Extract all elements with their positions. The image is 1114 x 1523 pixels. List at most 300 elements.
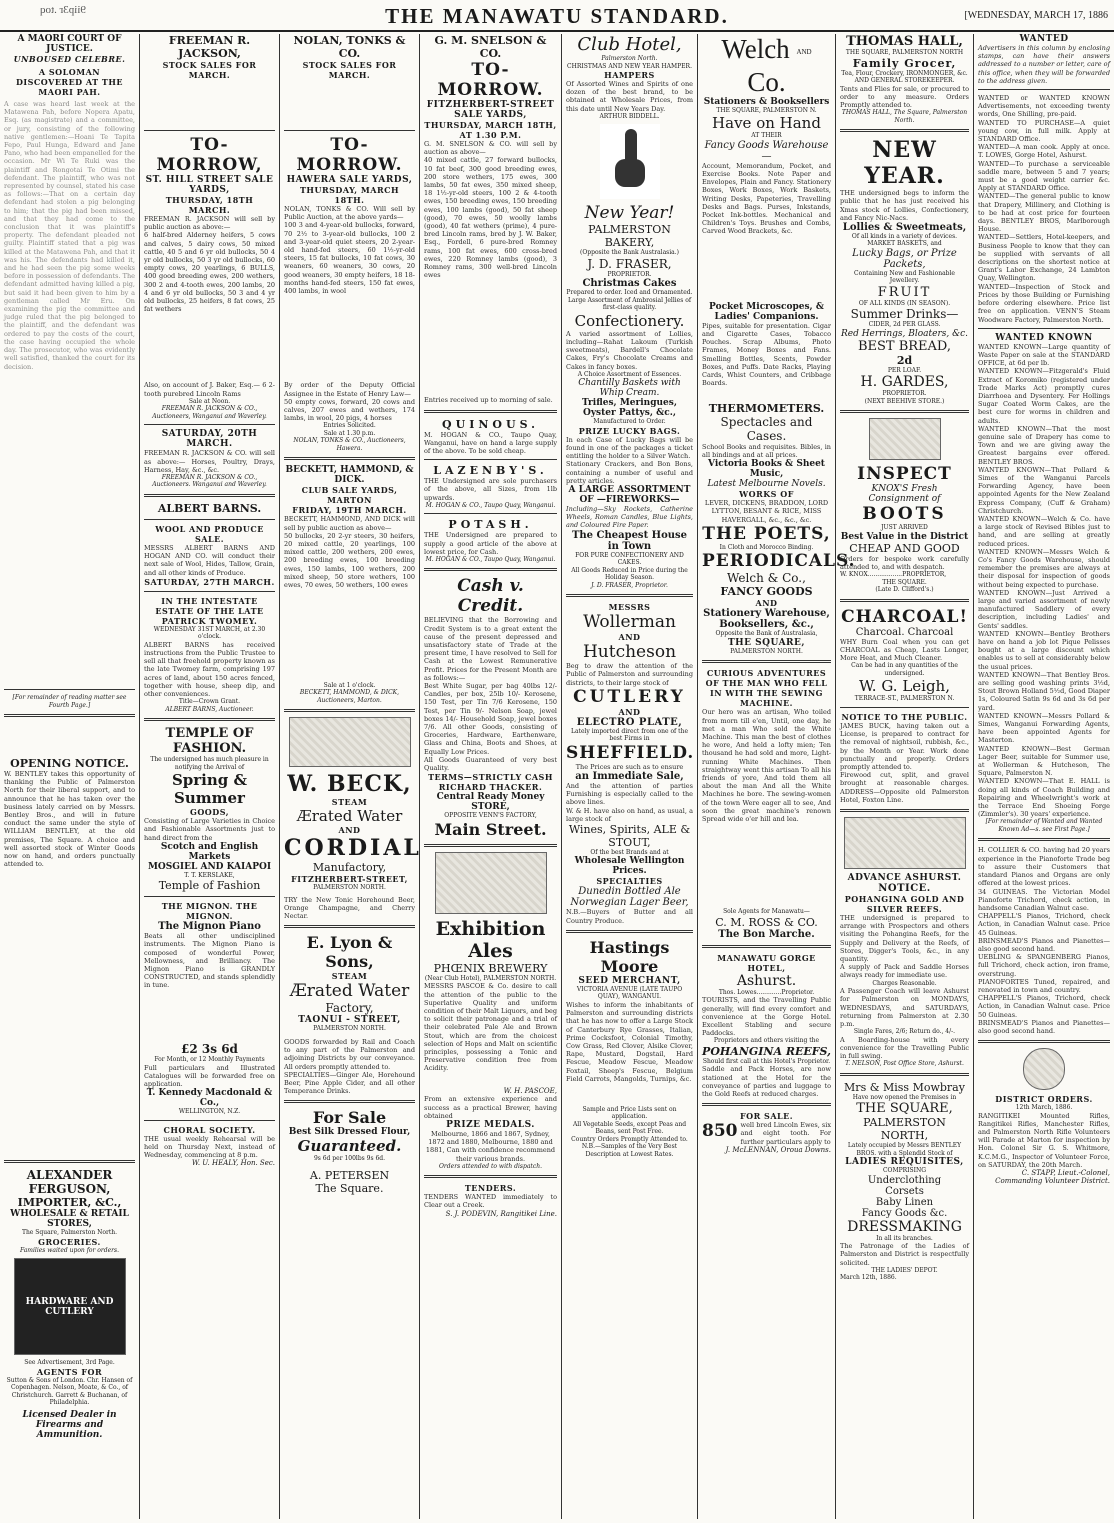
reefs-horses: A supply of Pack and Saddle Horses always ready for immediate use.: [840, 963, 969, 980]
trifles-note: Manufactured to Order.: [593, 418, 666, 426]
beckett-friday: FRIDAY, 19TH MARCH.: [292, 505, 407, 516]
anvil-text: HARDWARE AND CUTLERY: [25, 1297, 114, 1317]
boot-illustration: [869, 418, 941, 460]
club-hamper: CHRISTMAS AND NEW YEAR HAMPER.: [567, 62, 692, 70]
hall-address: THE SQUARE, PALMERSTON NORTH: [845, 49, 964, 56]
market-baskets: MARKET BASKETS, and: [867, 240, 942, 248]
seed-body: Wishes to inform the inhabitants of Palmerston and surrounding districts that he has now to offer a Large Stock of Canterbury Rye Grasses, Italian, Prime Cocksfoot, Colonial Timothy, Cow Grass, Red Clover, Alsike Clover, Rape, Mustard, Dogstail, Hard Fescue, Meadow Fescue, Meadow Foxtail, Sheep's Fescue, Belgium Field Carrots, Mangolds, Turnips, &c.: [566, 1000, 693, 1083]
leigh-address: TERRACE-ST., PALMERSTON N.: [854, 695, 955, 703]
wanted-6: WANTED—Settlers, Hotel-keepers, and Business People to know that they can be supplied with servants of all descriptions on the shortest notice at Grant's Labor Exchange, 24 Lambton Quay, Wellington.: [978, 233, 1110, 283]
ferguson-see-advert: See Advertisement, 3rd Page.: [24, 1359, 115, 1366]
boots-arrived: JUST ARRIVED: [881, 524, 928, 532]
wanted-known-11: WANTED KNOWN—Best German Lager Beer, suitable for Summer use, at Wollerman & Hutcheson, The Square, Palmerston N.: [978, 744, 1110, 778]
electro-note: Lately imported direct from one of the best Firms in: [570, 727, 689, 743]
seed-samples: N.B.—Samples of the Very Best Description at Lowest Rates.: [581, 1143, 678, 1158]
column-2: [140, 34, 280, 1519]
welch-pipes: Pipes, suitable for presentation. Cigar and Cigarette Cases, Tobacco Pouches. Scrap Albums, Photo Frames, Money Boxes and Fans. Smelling Bottles, Scents, Powder Boxes, and Puffs. Date Racks, Playing Cards, Whist Counters, and Cribbage Boards.: [702, 321, 831, 388]
beckett-heading: BECKETT, HAMMOND, & DICK.: [285, 465, 414, 486]
crest-illustration: [1023, 1048, 1065, 1090]
seed-post-free: All Vegetable Seeds, except Peas and Beans, sent Post Free.: [572, 1120, 687, 1136]
nolan-intro: NOLAN, TONKS & CO. Will sell by Public Auction, at the above yards—: [284, 205, 415, 222]
gorge-body: TOURISTS, and the Travelling Public generally, will find every comfort and convenience at the Gorge Hotel. Excellent Stabling and secure Paddocks.: [702, 996, 831, 1038]
opening-notice-body: W. BENTLEY takes this opportunity of thanking the Public of Palmerston North for their liberal support, and to announce that he has taken over the business lately carried on by Messrs. Bentley Bros., and will in future conduct the same under the style of WILLIAM BENTLEY, at the old premises, The Square. A choice and well assorted stock of Winter Goods now on hand, and orders punctually attended to.: [4, 770, 135, 869]
wines-spirits: Wines, Spirits, ALE & STOUT,: [568, 822, 691, 849]
hall-tents: Tents and Flies for sale, or procured to order to any measure. Orders Promptly attended to.: [840, 84, 969, 109]
jackson-saturday-body: FREEMAN R. JACKSON & CO. will sell as above:— Horses, Poultry, Drays, Harness, Hay, &c., &c.: [144, 449, 275, 474]
nolan-heading: NOLAN, TONKS & CO.: [293, 34, 406, 60]
albert-barns-heading: ALBERT BARNS.: [157, 501, 262, 515]
cash-credit-body: BELIEVING that the Borrowing and Credit System is to a great extent the cause of the present depressed and unsatisfactory state of Trade at the present time, I have resolved to Sell for Cash at the Lowest Remunerative Profit. Prices for the Present Month are as follows:—: [424, 616, 557, 682]
beck-name: W. BECK,: [287, 771, 412, 798]
gorge-ashurst: Ashurst.: [736, 972, 797, 989]
prize-orders: Orders attended to with dispatch.: [439, 1162, 542, 1170]
welch-warehouse: Stationery Warehouse,: [703, 608, 830, 620]
beckett-list: 50 bullocks, 20 2-yr steers, 30 heifers, 20 mixed cattle, 20 yearlings, 100 mixed cattle, 200 wethers, 200 ewes, 200 breeding ewes, 100 breeding ewes, 150 lambs, 100 wethers, 200 mixed sheep, 50 store wethers, 100 ewes, 70 ewes, 50 wethers, 100 ewes: [284, 531, 415, 590]
essences: A Choice Assortment of Essences.: [577, 370, 682, 378]
alex-families: Families waited upon for orders.: [19, 1246, 120, 1254]
coach-illustration: [844, 817, 966, 869]
collier-brinsmead-2: BRINSMEAD'S Pianos and Pianettes—also good second hand.: [978, 1018, 1110, 1035]
welch-periodicals: PERIODICALS.: [702, 551, 856, 572]
boots-value: Best Value in the District: [840, 531, 969, 542]
lollies-note: Of all kinds in a variety of devices.: [851, 232, 958, 240]
messrs-label: MESSRS: [608, 602, 651, 613]
mowbray-opened: Have now opened the Premises in: [852, 1093, 957, 1101]
summer-drinks: Summer Drinks—: [850, 307, 959, 322]
welch-pocket: Pocket Microscopes, & Ladies' Companions.: [709, 301, 824, 322]
club-hampers-body: Of Assorted Wines and Spirits of one dozen of the best brand, to be obtained at Wholesale Prices, from this date until New Years Day.: [566, 80, 693, 113]
new-year-body: THE undersigned begs to inform the public that he has just received his Xmas stock of Lollies, Confectionery, and Fancy Nic-Nacs.: [840, 189, 969, 222]
reefs-body: THE undersigned is prepared to arrange with Prospectors and others visiting the Pohangina Reefs, for the Supply and Delivery at the Reefs, of Stores, Digger's Tools, &c., in any quantity.: [840, 913, 969, 963]
seed-merchant: SEED MERCHANT,: [578, 975, 681, 986]
cash-credit-prices: Best White Sugar, per bag 40lbs 12/- Candles, per box, 25lb 10/- Kerosene, 150 Test, per Tin 7/6 Kerosene, 150 Test, per Tin 9/- Nelson Soap, jewel boxes 14/- Household Soap, jewel boxes 7/6. All other Goods, consisting of Groceries, Hardware, Earthenware, Glass and China, Boots and Shoes, at Equally Low Prices.: [424, 682, 557, 756]
beckett-subheading: CLUB SALE YARDS, MARTON: [301, 485, 398, 506]
reefs-heading: POHANGINA GOLD AND SILVER REEFS.: [844, 893, 965, 914]
anvil-illustration: [14, 1258, 126, 1355]
gorge-hotel: MANAWATU GORGE HOTEL,: [717, 952, 816, 973]
column-5: [562, 34, 698, 1519]
wanted-intro: Advertisers in this column by enclosing stamps, can have their answers addressed to a number or letter, care of this office, when they will be forwarded to the address given.: [978, 44, 1110, 85]
prize-list: Melbourne, 1866 and 1867, Sydney, 1872 and 1880, Melbourne, 1880 and 1881, Can with confidence recommend their various brands.: [425, 1129, 556, 1163]
lyon-taonui: TAONUI - STREET,: [298, 1015, 401, 1026]
fruit-note: OF ALL KINDS (IN SEASON).: [858, 299, 951, 307]
cash-credit-guarantee: All Goods Guaranteed of very best Quality.: [424, 755, 557, 773]
mignon-heading: THE MIGNON. THE MIGNON.: [161, 901, 258, 922]
welch-the-square: THE SQUARE,: [727, 637, 806, 648]
beck-aerated: Ærated Water: [296, 807, 403, 826]
furnishing: And the attention of parties Furnishing is especially called to the above lines.: [566, 781, 693, 807]
kennedy-macdonald: T. Kennedy Macdonald & Co.,: [146, 1088, 273, 1109]
sheffield: SHEFFIELD.: [566, 742, 695, 763]
hall-family-grocer: Family Grocer,: [852, 56, 957, 70]
christmas-cakes-note: Prepared to order. Iced and Ornamented.: [566, 289, 693, 297]
buck-body: JAMES BUCK, having taken out a License, is prepared to contract for the removal of nightsoil, rubbish, &c., by the Month or Year. Work done punctually and properly. Orders promptly attended to.: [840, 721, 969, 771]
wollerman-name: Wollerman: [583, 612, 676, 633]
temple-scotch: Scotch and English Markets: [160, 841, 259, 862]
temple-kerslake: T. T. KERSLAKE,: [184, 871, 235, 879]
reefs-charges: Charges Reasonable.: [872, 979, 937, 987]
mignon-body: Beats all other undisciplined instruments. The Mignon Piano is composed of wonderful Power, Mellowness, and Brilliancy. The Mignon Piano is GRANDLY CONSTRUCTED, and stands splendidly in tune.: [144, 932, 275, 990]
wanted-known-1: WANTED KNOWN—Large quantity of Waste Paper on sale at the STANDARD OFFICE, at 6d per lb.: [978, 342, 1110, 368]
jackson-tomorrow: TO-MORROW,: [156, 135, 263, 175]
gardes-proprietor: PROPRIETOR.: [882, 390, 927, 398]
ross-name: C. M. ROSS & CO.: [715, 915, 818, 929]
welch-co: Co.: [747, 66, 786, 97]
fraser-proprietor: PROPRIETOR.: [607, 270, 652, 278]
district-body: RANGITIKEI Mounted Rifles, Rangitikei Rifles, Manchester Rifles, and Palmerston North Rifle Volunteers will Parade at Marton for inspection by Hon. Colonel Sir G. S. Whitmore, K.C.M.G., Inspector of Volunteer Force, on SATURDAY, the 20th March.: [978, 1111, 1110, 1169]
hall-signature: THOMAS HALL, The Square, Palmerston North.: [841, 109, 968, 124]
nelson-signature: T. NELSON, Post Office Store, Ashurst.: [845, 1060, 964, 1068]
potash-signature: M. HOGAN & CO., Taupo Quay, Wanganui.: [425, 555, 556, 563]
cheapest-house-note: FOR PURE CONFECTIONERY AND CAKES.: [575, 551, 684, 567]
jackson-yards: ST. HILL STREET SALE YARDS,: [145, 175, 274, 195]
bon-marche: The Bon Marche.: [718, 928, 815, 940]
reading-matter-notice: [For remainder of reading matter see Fourth Page.]: [12, 694, 127, 709]
gorge-proprietor: Thos. Lowes.............Proprietor.: [718, 988, 815, 996]
issue-date: [WEDNESDAY, MARCH 17, 1886: [964, 10, 1108, 21]
wool-sale-heading: WOOL AND PRODUCE SALE.: [155, 523, 264, 544]
welch-spectacles: Spectacles and Cases.: [720, 414, 813, 443]
bakery-heading: PALMERSTON BAKERY,: [588, 223, 671, 250]
beck-and: AND: [338, 825, 361, 836]
welch-fancy-goods: FANCY GOODS: [720, 585, 813, 599]
kennedy-city: WELLINGTON, N.Z.: [178, 1108, 241, 1116]
phoenix-brewery: PHŒNIX BREWERY: [433, 961, 548, 975]
fraser-signature: J. D. FRASER, Proprietor.: [591, 581, 668, 589]
jackson-also: Also, on account of J. Baker, Esq.— 6 2-tooth purebred Lincoln Rams: [144, 381, 275, 398]
red-herrings: Red Herrings, Bloaters, &c.: [840, 328, 969, 339]
snelson-entries: Entries received up to morning of sale.: [424, 396, 553, 405]
eagle-illustration: [435, 852, 547, 914]
welch-have-on-hand: Have on Hand: [712, 114, 821, 133]
temple-subheading: The undersigned has much pleasure in notifying the Arrival of: [150, 756, 269, 771]
lucky-jewellery: Containing New and Fashionable Jewellery.: [854, 269, 955, 285]
quinous-heading: QUINOUS.: [442, 417, 539, 431]
for-sale-body: [702, 1121, 831, 1146]
temple-spring: Spring & Summer: [171, 771, 248, 808]
wh-stock: W. & H. have also on hand, as usual, a large stock of: [566, 806, 693, 823]
wanted-known-9: WANTED KNOWN—That Bentley Bros. are selling good washing prints 3½d, Stout Brown Holland 5½d, Good Diaper 1s, Coloured Satin 9s 6d and 3s 6d per yard.: [978, 670, 1110, 712]
wanted-known-12: WANTED KNOWN—That E. HALL is doing all kinds of Coach Building and Repairing and Wheelwright's work at the Terrace End Shoeing Forge (Zimmler's). 30 years' experience.: [978, 777, 1110, 819]
club-location: Palmerston North.: [601, 55, 658, 62]
column-7: [836, 34, 974, 1519]
lyon-steam: STEAM: [331, 971, 368, 982]
mignon-price: £2 3s 6d: [181, 1042, 238, 1057]
collier-34-guineas: 34 GUINEAS. The Victorian Model Pianoforte Trichord, check action, in handsome Canadian Walnut case.: [978, 887, 1110, 912]
crackers: Stationary Crackers, and Bon Bons, containing a number of useful and pretty articles.: [566, 460, 693, 485]
reefs-boarding: A Boarding-house with every convenience for the Travelling Public in full swing.: [840, 1035, 969, 1061]
choral-heading: CHORAL SOCIETY.: [163, 1124, 256, 1135]
inspect-heading: INSPECT: [857, 464, 952, 485]
mowbray-square: THE SQUARE,: [856, 1101, 953, 1117]
fraser-name: J. D. FRASER,: [587, 256, 672, 271]
nolan-yards: HAWERA SALE YARDS,: [286, 175, 413, 185]
central-store: Central Ready Money STORE,: [436, 792, 545, 813]
alex-importer: IMPORTER, &C.,: [17, 1196, 122, 1209]
prize-medals: PRIZE MEDALS.: [446, 1119, 535, 1130]
seed-address: VICTORIA AVENUE (LATE TAUPO QUAY), WANGANUI.: [576, 985, 683, 1001]
lyon-specialties: SPECIALTIES—Ginger Ale, Horehound Beer, Pine Apple Cider, and all other Temperance Drinks.: [284, 1070, 415, 1096]
gorge-horses: Saddle and Pack Horses, are now stationed at the Hotel for the conveyance of parties and luggage to the Gold Reefs at reduced charges.: [702, 1065, 831, 1098]
lyon-name: E. Lyon & Sons,: [306, 933, 393, 972]
mowbray-baby-linen: Baby Linen: [875, 1196, 934, 1208]
nolan-stock-list: 100 3 and 4-year-old bullocks, forward, 70 2½ to 3-year-old bullocks, 100 2 and 3-year-old quiet steers, 20 2-year-old hand-fed steers, 60 1½-yr-old steers, 15 fat bullocks, 10 fat cows, 30 weaners, 60 weaners, 30 cows, 20 good weaners, 30 empty heifers, 18 18-months hand-fed steers, 150 fat ewes, 400 lambs, in wool: [284, 221, 415, 296]
gardes-store: (NEXT BEEHIVE STORE.): [864, 397, 945, 405]
wanted-known-heading: WANTED KNOWN: [995, 332, 1093, 343]
welch-stationers: Stationers & Booksellers: [703, 96, 830, 107]
welch-poets-binding: In Cloth and Morocco Binding.: [719, 543, 814, 551]
wh-nb: N.B.—Buyers of Butter and all Country Produce.: [566, 908, 693, 925]
welch-victoria: Victoria Books & Sheet Music,: [708, 459, 825, 480]
for-sale-text: well bred Lincoln Ewes, six and eight tooth. For further particulars apply to: [740, 1121, 831, 1146]
exhibition-ales: Exhibition Ales: [435, 917, 546, 962]
welch-works-of: WORKS OF: [739, 489, 794, 500]
ferguson-agents-heading: AGENTS FOR: [36, 1366, 103, 1377]
club-biddell: ARTHUR BIDDELL.: [599, 112, 660, 120]
welch-poets: THE POETS,: [702, 523, 831, 544]
bread-price: 2d: [896, 353, 913, 367]
column-8: [974, 34, 1114, 1519]
temple-heading: TEMPLE OF FASHION.: [165, 726, 254, 757]
wanted-remainder-note: [For remainder of Wanted and Wanted Known Ad—s. see First Page.]: [985, 818, 1103, 833]
column-6: [698, 34, 856, 1519]
new-year-heading: New Year!: [584, 203, 675, 224]
wool-sale-day: SATURDAY, 27TH MARCH.: [144, 576, 275, 587]
hall-goods: Tea, Flour, Crockery, IRONMONGER, &c. AND GENERAL STOREKEEPER.: [841, 69, 968, 84]
maori-court-heading: A MAORI COURT OF JUSTICE.: [17, 34, 122, 54]
welch-co-2: Welch & Co.,: [727, 571, 806, 586]
confectionery-body: A varied assortment of Lollies, including—Rahat Lakoum (Turkish sweetmeats), Bardell's Chocolate Cakes, Fry's Chocolate Creams and Cakes in fancy boxes.: [566, 329, 693, 371]
confectionery-heading: Confectionery.: [574, 311, 685, 330]
temple-goods: GOODS,: [190, 807, 229, 818]
mignon-piano: The Mignon Piano: [158, 921, 261, 933]
boots-cheap: CHEAP AND GOOD: [849, 541, 960, 555]
opening-notice-heading: OPENING NOTICE.: [10, 757, 129, 770]
nolan-sale-time: Sale at 1.30 p.m.: [323, 429, 376, 437]
mowbray-corsets: Corsets: [885, 1185, 924, 1197]
for-sale-signature: J. McLENNAN, Oroua Downs.: [725, 1145, 831, 1154]
wanted-heading: WANTED: [1019, 34, 1069, 44]
collier-intro: H. COLLIER & CO. having had 20 years experience in the Pianoforte Trade beg to assure their Customers that standard Pianos and Organs are only offered at the lowest prices.: [978, 846, 1110, 888]
specialties-heading: SPECIALTIES: [596, 876, 663, 887]
soloman-heading: A SOLOMAN DISCOVERED AT THE MAORI PAH.: [15, 67, 124, 97]
welch-opposite: Opposite the Bank of Australasia,: [715, 630, 818, 638]
bread-per-loaf: PER LOAF.: [887, 366, 922, 374]
wanted-5: WANTED—The general public to know that Drapery, Millinery, and Clothing is to be had at cost price for fourteen days. BENTLEY BROS, Marlborough House.: [978, 192, 1110, 234]
charcoal-sub: Charcoal. Charcoal: [855, 626, 954, 638]
fruit-heading: FRUIT: [877, 284, 932, 300]
wanted-known-7: WANTED KNOWN—Just Arrived a large and varied assortment of newly manufactured Saddlery of every description, including Ladies' and Gents' saddles.: [978, 588, 1110, 630]
estate-day: WEDNESDAY 31ST MARCH, at 2.30 o'clock.: [153, 625, 266, 641]
mowbray-ladies: LADIES REQUISITES,: [845, 1157, 964, 1168]
knox-consignment: KNOX'S Fresh Consignment of: [868, 484, 941, 505]
cheapest-house: The Cheapest House in Town: [571, 529, 688, 552]
masthead-mirrored-text: 9iip3r .toq: [40, 4, 86, 16]
wanted-known-4: WANTED KNOWN—That Pollard & Simes of the Wanganui Parcels Forwarding Agency, have been appointed Agents for the New Zealand Express Company, (Cuff & Graham) Christchurch.: [978, 465, 1110, 515]
wanted-1: WANTED or WANTED KNOWN Advertisements, not exceeding twenty words, One Shilling, pre-paid.: [978, 94, 1110, 119]
jackson-signature: FREEMAN R. JACKSON & CO., Auctioneers, Wanganui and Waverley.: [152, 405, 267, 420]
boots-heading: BOOTS: [862, 504, 947, 525]
wanted-known-10: WANTED KNOWN—Messrs Pollard & Simes, Wanganui Forwarding Agents, have been appointed Agents for Masterton.: [978, 711, 1110, 745]
beck-manufactory: Manufactory,: [312, 861, 387, 875]
maori-court-subheading: UNBOUSED CELEBRE.: [13, 54, 126, 64]
alex-stores: WHOLESALE & RETAIL STORES,: [10, 1209, 129, 1229]
gorge-visitors: Proprietors and others visiting the: [713, 1037, 820, 1045]
summer-cider: CIDER, 2d PER GLASS.: [868, 321, 941, 329]
hutcheson-name: Hutcheson: [582, 642, 677, 663]
masthead: [0, 0, 1114, 32]
pascoe-body: MESSRS PASCOE & Co. desire to call the attention of the public to the Superlative Quality and uniform condition of their Malt Liquors, and beg to solicit their patronage and a trial of their celebrated Pale Ale and Brown Stout, which are from the choicest selection of Hops and Malt on scientific principles, possessing a Tonic and Preservative condition free from Acidity.: [424, 982, 557, 1073]
nolan-deputy: By order of the Deputy Official Assignee in the Estate of Henry Law—: [284, 381, 415, 398]
seed-country-orders: Country Orders Promptly Attended to.: [571, 1135, 688, 1143]
lyon-aerated: Ærated Water: [289, 981, 410, 1002]
thacker-name: RICHARD THACKER.: [438, 782, 543, 793]
district-date: 12th March, 1886.: [1015, 1104, 1073, 1112]
club-hampers-heading: HAMPERS: [604, 70, 655, 80]
temple-body: Consisting of Large Varieties in Choice and Fashionable Assortments just to hand direct from the: [144, 817, 275, 842]
welch-square: THE SQUARE, PALMERSTON N.: [716, 106, 817, 114]
nolan-subheading: STOCK SALES FOR MARCH.: [302, 60, 397, 80]
estate-heading: IN THE INTESTATE ESTATE OF THE LATE PATRICK TWOMEY.: [155, 595, 264, 626]
beck-cordial: CORDIAL: [284, 835, 422, 862]
alex-ferguson-name: ALEXANDER FERGUSON,: [26, 1168, 113, 1196]
mowbray-lately: Lately occupied by Messrs BENTLEY BROS. with a Splendid Stock of: [847, 1142, 962, 1157]
lazenby-signature: M. HOGAN & CO., Taupo Quay, Wanganui.: [425, 501, 556, 509]
gorge-call: Should first call at this Hotel's Proprietor.: [702, 1057, 831, 1065]
for-sale-heading: FOR SALE.: [739, 1111, 794, 1122]
ferguson-agents-list: Sutton & Sons of London. Chr. Hansen of Copenhagen. Nelson, Moate, & Co., of Christchurch. Garrett & Buchanan, of Philadelphia.: [6, 1376, 133, 1406]
reefs-fares: Single Fares, 2/6; Return do., 4/-.: [853, 1028, 956, 1036]
petersen-address: The Square.: [315, 1181, 384, 1195]
jackson-day: THURSDAY, 18TH MARCH.: [165, 195, 254, 215]
choral-signature: W. U. HEALY, Hon. Sec.: [191, 1159, 275, 1168]
wanted-3: WANTED—A man cook. Apply at once. T. LOWES, Gorge Hotel, Ashurst.: [978, 143, 1110, 160]
cash-credit-heading: Cash v. Credit.: [457, 576, 524, 617]
mowbray-fancy-goods: Fancy Goods &c.: [861, 1207, 948, 1219]
norwegian-beer: Norwegian Lager Beer,: [570, 897, 689, 909]
lucky-bags-body: In each Case of Lucky Bags will be found in one of the packages a ticket entitling the holder to a Silver Watch.: [566, 435, 693, 461]
welch-palmerston: PALMERSTON NORTH.: [730, 647, 803, 655]
wh-body: Beg to draw the attention of the Public of Palmerston and surrounding districts, to their large stock of: [566, 662, 693, 687]
mowbray-name: Mrs & Miss Mowbray: [844, 1080, 965, 1094]
wanted-known-5: WANTED KNOWN—Welch & Co. have a large stock of Revised Bibles just to hand, and are selling at greatly reduced prices.: [978, 514, 1110, 548]
nolan-signature: NOLAN, TONKS & CO., Auctioneers, Hawera.: [293, 437, 406, 452]
gardes-name: H. GARDES,: [860, 374, 949, 391]
estate-signature: ALBERT BARNS, Auctioneer.: [165, 705, 254, 713]
mowbray-palmerston: PALMERSTON NORTH,: [863, 1116, 946, 1143]
snelson-day: THURSDAY, MARCH 18TH, AT 1.30 P.M.: [424, 120, 557, 140]
charcoal-body: WHY Burn Coal when you can get CHARCOAL as Cheap, Lasts Longer, More Heat, and Much Cleaner.: [840, 637, 969, 663]
cutlery-heading: CUTLERY: [573, 686, 686, 707]
buck-firewood: Firewood cut, split, and gravel brought at reasonable charges. ADDRESS—Opposite old Palmerston Hotel, Foxton Line.: [840, 771, 969, 804]
petersen-guaranteed: Guaranteed.: [297, 1137, 402, 1156]
nolan-entries: Entries Solicited.: [323, 422, 376, 430]
wanted-known-2: WANTED KNOWN—Fitzgerald's Fluid Extract of Koromiko (registered under Trade Marks Act) promptly cures Diarrhoea and Dysentery. Fer Hollings Sugar Coated Worm Cakes, are the best cure for worms in children and adults.: [978, 367, 1110, 425]
boots-orders: Orders for bespoke work carefully attended to, and with despatch.: [840, 554, 969, 572]
lyon-palmerston: PALMERSTON NORTH.: [313, 1025, 386, 1033]
ferguson-firearms: Licensed Dealer in Firearms and Ammunition.: [22, 1409, 117, 1440]
new-year-title: NEW YEAR.: [864, 137, 945, 190]
christmas-jellies: Large Assortment of Ambrosial Jellies of first-class quality.: [567, 296, 692, 312]
alex-groceries: GROCERIES.: [38, 1236, 101, 1247]
central-main-street: Main Street.: [434, 819, 547, 839]
petersen-flour: Best Silk Dressed Flour,: [288, 1127, 411, 1138]
bakery-opposite: (Opposite the Bank Australasia.): [580, 249, 679, 257]
collier-chappell: CHAPPELL'S Pianos, Trichord, check Action, in Canadian Walnut case. Price 45 Guineas.: [978, 912, 1110, 937]
welch-heading: [702, 34, 831, 97]
wines-brands: Of the best Brands and at: [590, 848, 669, 856]
immediate-sale: an Immediate Sale,: [575, 770, 684, 782]
jackson-intro: FREEMAN R. JACKSON will sell by public auction as above:—: [144, 215, 275, 232]
pascoe-experience: From an extensive experience and success as a practical Brewer, having obtained: [424, 1095, 557, 1120]
newspaper-title: THE MANAWATU STANDARD.: [385, 4, 729, 28]
curious-poem: Our hero was an artisan, Who toiled from morn till e'en, Until, one day, he met a man Who sold the White Machine. This man the best of clothes he wore, And held a lofty mien; Ten thousand he had sold and more, Light-running White Machines. Then straightway went this artisan To all his friends of yore, And told them all about the man And all the White Machines he bore. The sewing-women of the town Were eager all to see, And soon the great machine's renown Spread wide o'er hill and lea.: [702, 708, 831, 823]
collier-uebling: UEBLING & SPANGENBERG Pianos, full Trichord, check action, iron frame, overstrung.: [978, 953, 1110, 978]
jackson-signature-2: FREEMAN R. JACKSON & CO., Auctioneers. Wanganui and Waverley.: [152, 473, 267, 489]
lazenby-body: THE Undersigned are sole purchasers of the above, all Sizes, from 1lb upwards.: [424, 477, 557, 502]
temple-mosgiel: MOSGIEL AND KAIAPOI: [147, 861, 272, 872]
potash-body: THE Undersigned are prepared to supply a good article of the above at lowest price, for Cash.: [424, 531, 557, 556]
mowbray-comprising: COMPRISING: [882, 1167, 927, 1175]
beckett-sale-time: Sale at 1 o'clock.: [323, 681, 376, 689]
petersen-for-sale: For Sale: [312, 1108, 387, 1128]
district-orders: DISTRICT ORDERS.: [995, 1094, 1093, 1105]
choral-body: THE usual weekly Rehearsal will be held on Thursday Next, instead of Wednesday, commencing at 8 p.m.: [144, 1134, 275, 1160]
tenders-heading: TENDERS.: [464, 1183, 517, 1194]
snelson-yards: FITZHERBERT-STREET SALE YARDS,: [426, 100, 555, 120]
wanted-known-8: WANTED KNOWN—Bentley Brothers have on hand a job lot Pique Pelisses bought at a large discount which enables us to sell at considerably below the usual prices.: [978, 629, 1110, 671]
estate-body: ALBERT BARNS has received instructions from the Public Trustee to sell all that freehold property known as the late Twomey farm, comprising 197 acres of land, about 150 acres fenced, together with house, sheep dip, and other conveniences.: [144, 640, 275, 698]
jackson-subheading: STOCK SALES FOR MARCH.: [162, 60, 257, 80]
snelson-heading: G. M. SNELSON & CO.: [434, 34, 547, 60]
knox-proprietor: W. KNOX..................PROPRIETOR,: [840, 571, 947, 579]
sheffield-prices: The Prices are such as to ensure: [575, 762, 684, 771]
cutlery-and: AND: [618, 706, 641, 717]
charcoal-quantities: Can be had in any quantities of the undersigned.: [851, 662, 958, 677]
collier-brinsmead: BRINSMEAD'S Pianos and Pianettes—also good second hand.: [978, 936, 1110, 953]
for-sale-number: 850: [702, 1121, 738, 1142]
district-signature: C. STAPP, Lieut.-Colonel, Commanding Volunteer District.: [995, 1169, 1110, 1186]
curious-heading: CURIOUS ADVENTURES OF THE MAN WHO FELL IN WITH THE SEWING MACHINE.: [705, 668, 828, 709]
charcoal-heading: CHARCOAL!: [841, 606, 968, 627]
hastings-moore: Hastings Moore: [589, 937, 670, 976]
snelson-intro: G. M. SNELSON & CO. will sell by auction as above—: [424, 140, 557, 157]
wanted-known-6: WANTED KNOWN—Messrs Welch & Co's Fancy Goods Warehouse, should remember the premises are always at their disposal for inspection of goods without being expected to purchase.: [978, 547, 1110, 589]
reduced-note: All Goods Reduced in Price during the Holiday Season.: [571, 566, 688, 582]
lucky-bags-heading: PRIZE LUCKY BAGS.: [578, 425, 681, 436]
mowbray-depot: THE LADIES' DEPOT.: [871, 1266, 938, 1274]
seed-price-lists: Sample and Price Lists sent on application.: [582, 1105, 677, 1121]
wanted-known-3: WANTED KNOWN—That the most genuine sale of Drapery has come to Town and we are giving away the Greatest bargains ever offered. BENTLEY BROS.: [978, 424, 1110, 466]
knox-square: THE SQUARE.: [882, 578, 927, 586]
estate-title: Title—Crown Grant.: [178, 698, 241, 706]
potash-heading: POTASH.: [448, 518, 533, 532]
gorge-pohangina: POHANGINA REEFS,: [702, 1044, 831, 1058]
best-bread: BEST BREAD,: [857, 338, 952, 354]
lyon-body: GOODS forwarded by Rail and Coach to any part of the Palmerston and adjoining Districts by our conveyance. All orders promptly attended to.: [284, 1037, 415, 1071]
temple-kerslake-2: Temple of Fashion: [158, 879, 261, 893]
beck-steam: STEAM: [331, 797, 368, 808]
christmas-cakes: Christmas Cakes: [582, 278, 677, 290]
buck-notice: NOTICE TO THE PUBLIC.: [841, 711, 968, 722]
welch-thermometers: THERMOMETERS.: [708, 401, 825, 415]
wanted-2: WANTED TO PURCHASE—A quiet young cow, in full milk. Apply at STANDARD Office.: [978, 118, 1110, 144]
beck-palmerston: PALMERSTON NORTH.: [313, 884, 386, 892]
welch-booksellers: Booksellers, &c.,: [719, 619, 814, 631]
wanted-4: WANTED—To purchase a serviceable saddle mare, between 5 and 7 years; must be a good weight carrier &c. Apply at STANDARD Office.: [978, 159, 1110, 193]
snelson-tomorrow: TO-MORROW.: [437, 60, 544, 100]
snelson-stock-list: 40 mixed cattle, 27 forward bullocks, 10 fat beef, 300 good breeding ewes, 200 store wethers, 175 ewes, 300 lambs, 50 fat ewes, 350 mixed sheep, 18 1½-yr-old steers, 100 2 & 4-tooth ewes, 150 breeding ewes, 150 breeding ewes, 100 lambs (good), 50 fat sheep (good), 70 ewes, 50 woolly lambs (good), 40 fat wethers (prime), 4 pure-bred Lincoln rams, bred by J. W. Baker, Esq., Fordell, 6 pure-bred Romney rams, 100 fat ewes, 600 cross-bred ewes, 220 Romney lambs (good), 3 Romney rams, 300 well-bred Lincoln ewes: [424, 156, 557, 280]
